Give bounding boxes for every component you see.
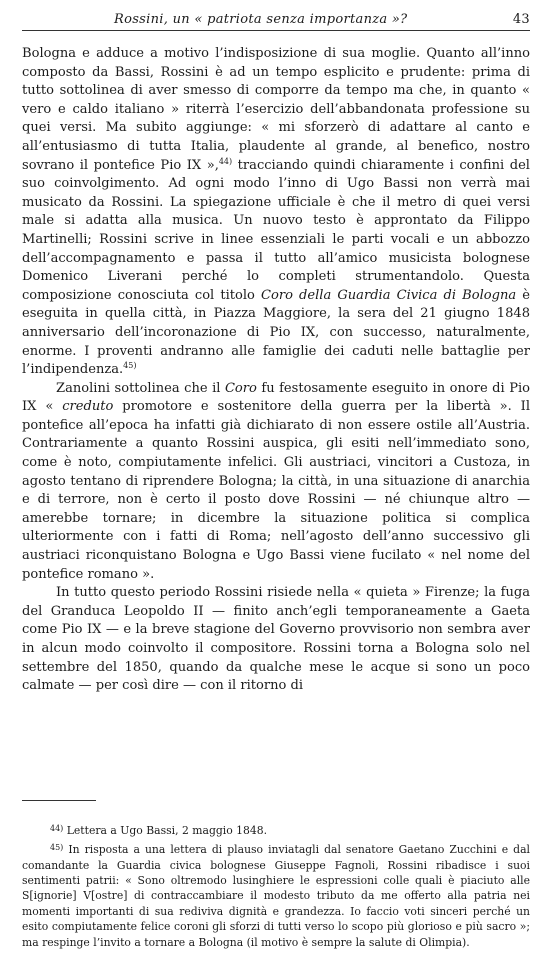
text-run: Zanolini sottolinea che il bbox=[56, 380, 225, 396]
text-run: In tutto questo periodo Rossini risiede nella « quieta » Firenze; la fuga del Granduca Leopoldo II — finito anch’egli temporaneamente a Gaeta come Pio IX — e la breve stagione del Governo provvisorio non sembra aver in alcun modo coinvolto il compositore. Rossini torna a Bologna solo nel settembre del 1850, quando da qualche mese le acque si sono un poco calmate — per così dire — con il ritorno di bbox=[22, 585, 530, 694]
text-run: è eseguita in quella città, in Piazza Maggiore, la sera del 21 giugno 1848 anniversario dell’incoronazione di Pio IX, con successo, naturalmente, enorme. I proventi andranno alle famiglie dei caduti nelle battaglie per l’indipendenza. bbox=[22, 287, 530, 378]
footnote-number: 45) bbox=[50, 843, 64, 853]
main-text bbox=[22, 45, 530, 696]
italic-text: Coro bbox=[224, 380, 257, 396]
paragraph bbox=[22, 584, 530, 696]
running-head bbox=[22, 8, 530, 31]
paragraph bbox=[22, 45, 530, 380]
text-run: fu festosamente eseguito in onore di Pio IX « bbox=[22, 380, 530, 415]
running-title: Rossini, un « patriota senza importanza »? bbox=[114, 12, 408, 27]
footnote-reference: 44) bbox=[218, 156, 233, 166]
text-run: tracciando quindi chiaramente i confini del suo coinvolgimento. Ad ogni modo l’inno di Ugo Bassi non verrà mai musicato da Rossini. La spiegazione ufficiale è che il metro di quei versi male si adatta alla musica. Un nuovo testo è approntato da Filippo Martinelli; Rossini scrive in linee essenziali le parti vocali e un abbozzo dell’accompagnamento e passa il tutto all’amico musicista bolognese Domenico Liverani perché lo completi strumentandolo. Questa composizione conosciuta col titolo bbox=[22, 157, 530, 303]
footnote-text: In risposta a una lettera di plauso inviatagli dal senatore Gaetano Zucchini e dal comandante la Guardia civica bolognese Giuseppe Fagnoli, Rossini ribadisce i suoi sentimenti patrii: « Sono oltremodo lusinghiere le espressioni colle quali è piaciuto alle S[ignorie] V[ostre] di contraccambiare il modesto tributo da me offerto alla patria nei momenti importanti di sua rediviva dignità e grandezza. Io faccio voti sinceri perché un esito compiutamente felice coroni gli sforzi di tutti verso lo scopo più glorioso e più sacro »; ma respinge l’invito a tornare a Bologna (il motivo è sempre la salute di Olimpia). bbox=[22, 843, 530, 949]
italic-text: creduto bbox=[62, 399, 114, 415]
footnote-separator bbox=[22, 800, 96, 801]
text-run: Bologna e adduce a motivo l’indisposizione di sua moglie. Quanto all’inno composto da Bassi, Rossini è ad un tempo esplicito e prudente: prima di tutto sottolinea di aver smesso di comporre da tempo ma che, in quanto « vero e caldo italiano » riterrà l’esercizio dell’abbandonata professione su quei versi. Ma subito aggiunge: « mi sforzerò di adattare al canto e all’entusiasmo di tutta Italia, plaudente al grande, al benefico, nostro sovrano il pontefice Pio IX », bbox=[22, 46, 530, 173]
footnote-text: Lettera a Ugo Bassi, 2 maggio 1848. bbox=[66, 823, 268, 837]
footnote-number: 44) bbox=[50, 823, 64, 833]
book-page bbox=[22, 8, 530, 954]
paragraph bbox=[22, 380, 530, 585]
page-number: 43 bbox=[512, 12, 530, 27]
italic-text: Coro della Guardia Civica di Bologna bbox=[261, 287, 517, 303]
footnote bbox=[22, 842, 530, 950]
footnote bbox=[22, 823, 530, 838]
text-run: promotore e sostenitore della guerra per la libertà ». Il pontefice all’epoca ha infatti già dichiarato di non essere ostile all’Austria. Contrariamente a quanto Rossini auspica, gli esiti nell’immediato sono, come è noto, compiutamente infelici. Gli austriaci, vincitori a Custoza, in agosto tentano di riprendere Bologna; la città, in una situazione di anarchia e di terrore, non è certo il posto dove Rossini — né chiunque altro — amerebbe tornare; in dicembre la situazione politica si complica ulteriormente con i fatti di Roma; nell’agosto dell’anno successivo gli austriaci riconquistano Bologna e Ugo Bassi viene fucilato « nel nome del pontefice romano ». bbox=[22, 399, 530, 582]
footnote-reference: 45) bbox=[123, 361, 137, 371]
footnotes bbox=[22, 823, 530, 950]
